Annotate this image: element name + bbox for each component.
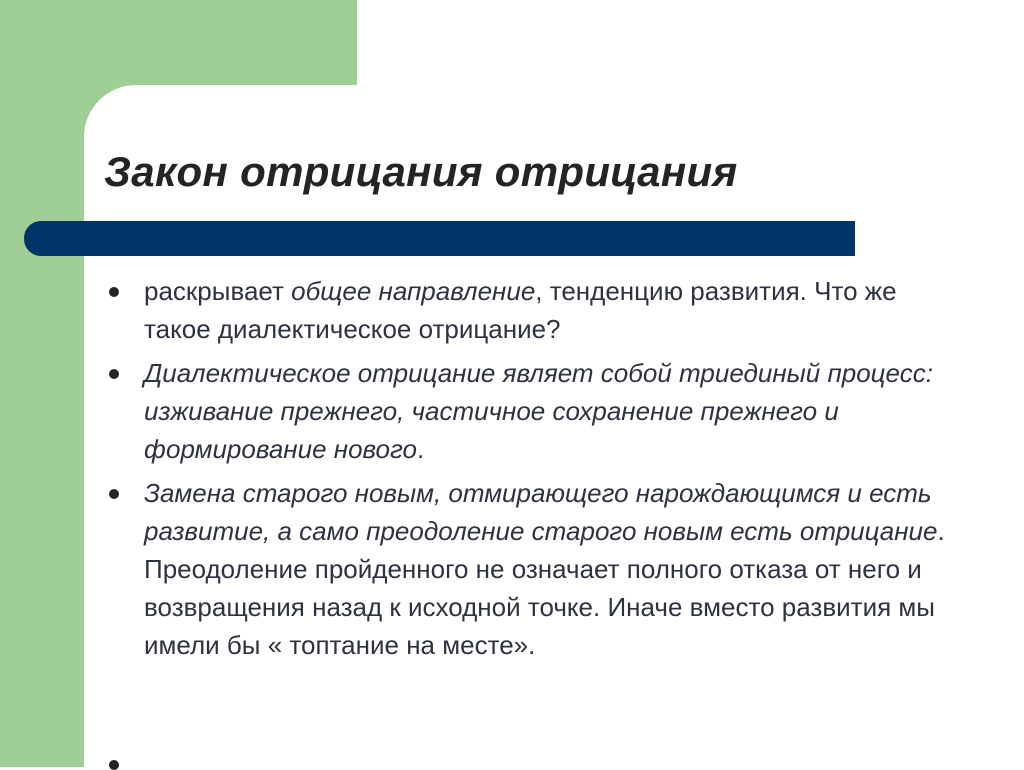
bullet-item [100,354,960,468]
bullet-text-part: раскрывает [144,276,292,306]
bullet-text [144,354,960,468]
bullet-text-part: , тенденцию развития. Что же такое диалектическое отрицание? [144,276,897,344]
bullet-emphasis: общее направление [291,276,536,306]
title-underline-bar [24,221,855,256]
bullet-list [100,272,960,670]
bullet-text [144,272,960,348]
bullet-text-part: . [416,434,425,464]
bullet-text-part: . Преодоление пройденного не означает полного отказа от него и возвращения назад к исходной точке. Иначе вместо развития мы имели бы « топтание на месте». [144,516,945,660]
bullet-emphasis: Замена старого новым, отмирающего нарождающимся и есть развитие, а само преодоление старого новым есть отрицание [144,478,938,546]
bullet-dot-icon [109,489,119,499]
bullet-dot-icon [109,287,119,297]
bullet-dot-icon [109,760,119,770]
slide-title: Закон отрицания отрицания [104,148,738,195]
bullet-emphasis: Диалектическое отрицание являет собой триединый процесс: изживание прежнего, частичное сохранение прежнего и формирование нового [144,358,933,464]
bullet-item [100,272,960,348]
bullet-item [100,474,960,664]
bullet-text [144,474,960,664]
bullet-dot-icon [109,369,119,379]
